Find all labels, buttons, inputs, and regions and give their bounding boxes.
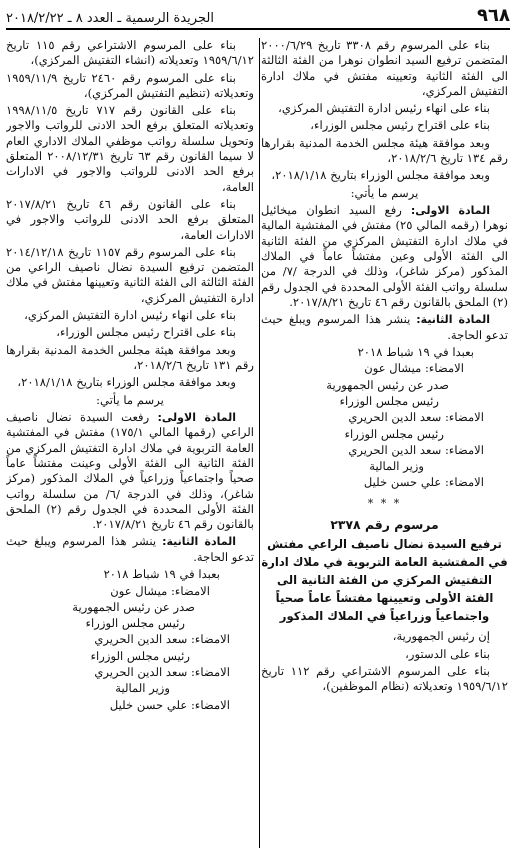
date-line: بعبدا في ١٩ شباط ٢٠١٨: [103, 567, 220, 582]
preamble-paragraph: بناء على انهاء رئيس ادارة التفتيش المركزي،: [278, 101, 490, 116]
signer-title: رئيس مجلس الوزراء: [90, 648, 190, 663]
decree-title: مرسوم رقم ٢٣٧٨: [330, 517, 439, 533]
preamble-paragraph: بناء على اقتراح رئيس مجلس الوزراء،: [310, 118, 490, 133]
signer-title: وزير المالية: [115, 681, 170, 696]
preamble-paragraph: بناء على اقتراح رئيس مجلس الوزراء،: [56, 325, 236, 340]
preamble-paragraph: بناء على المرسوم رقم ٣٣٠٨ تاريخ ٢٠٠٠/٦/٢٩ المتضمن ترفيع السيد انطوان نوهرا من الفئة الثالثة الى الفئة الثانية وتعيينه مفتش في ملاك ادارة التفتيش المركزي،: [261, 38, 508, 98]
signer-title: وزير المالية: [369, 459, 424, 474]
preamble-paragraph: بناء على المرسوم رقم ٢٤٦٠ تاريخ ١٩٥٩/١١/٩ وتعديلاته (تنظيم التفتيش المركزي)،: [6, 70, 254, 100]
page-number: ٩٦٨: [477, 5, 510, 26]
preamble-paragraph: بناء على القانون رقم ٤٦ تاريخ ٢٠١٧/٨/٢١ المتعلق برفع الحد الادنى للرواتب والاجور في الادارات العامة،: [6, 196, 254, 242]
article-label: المادة الثانية:: [162, 535, 236, 549]
signer-title: رئيس مجلس الوزراء: [344, 426, 444, 441]
signature-line: الامضاء: سعد الدين الحريري: [94, 632, 230, 647]
signature-line: الامضاء: سعد الدين الحريري: [94, 665, 230, 680]
signature-line: الامضاء: سعد الدين الحريري: [348, 442, 484, 457]
preamble-paragraph: بناء على المرسوم الاشتراعي رقم ١١٢ تاريخ ١٩٥٩/٦/١٢ وتعديلاته (نظام الموظفين)،: [261, 664, 508, 694]
article-one: [261, 203, 508, 310]
preamble-paragraph: بناء على المرسوم رقم ١١٥٧ تاريخ ٢٠١٤/١٢/١٨ المتضمن ترفيع السيدة نضال ناصيف الراعي من الفئة الثالثة الى الفئة الثانية وتعيينها مفتش في ملاك ادارة التفتيش المركزي،: [6, 244, 254, 305]
article-label: المادة الثانية:: [416, 313, 490, 327]
signer-title: رئيس مجلس الوزراء: [85, 616, 185, 631]
article-label: المادة الاولى:: [157, 410, 236, 424]
signature-line: الامضاء: ميشال عون: [110, 583, 210, 598]
page-header: [6, 4, 510, 30]
column-divider: [259, 38, 260, 848]
preamble-paragraph: وبعد موافقة هيئة مجلس الخدمة المدنية بقرارها رقم ١٣٤ تاريخ ٢٠١٨/٢/٦،: [261, 135, 508, 166]
preamble-paragraph: وبعد موافقة هيئة مجلس الخدمة المدنية بقرارها رقم ١٣١ تاريخ ٢٠١٨/٢/٦،: [6, 342, 254, 372]
preamble-paragraph: بناء على انهاء رئيس ادارة التفتيش المركزي،: [24, 308, 236, 323]
article-two: [6, 534, 254, 565]
decrees-line: يرسم ما يأتي:: [96, 392, 164, 407]
issued-by: صدر عن رئيس الجمهورية: [72, 599, 195, 614]
right-column: [261, 38, 508, 850]
section-separator: * * *: [367, 496, 402, 510]
decree-subtitle: ترفيع السيدة نضال ناصيف الراعي مفتش في المفتشية العامة التربوية في ملاك ادارة التفتيش المركزي من الفئة الثانية الى الفئة الأولى وتعيينها مفتشاً عاماً صحياً واجتماعياً وزراعياً في الملاك المذكور: [261, 536, 508, 623]
preamble-paragraph: إن رئيس الجمهورية،: [392, 629, 490, 644]
preamble-paragraph: بناء على الدستور،: [405, 646, 490, 661]
signature-line: الامضاء: ميشال عون: [364, 361, 464, 376]
article-text: ينشر هذا المرسوم ويبلغ حيث تدعو الحاجة.: [261, 312, 508, 342]
preamble-paragraph: وبعد موافقة مجلس الوزراء بتاريخ ٢٠١٨/١/١٨،: [17, 375, 236, 390]
signature-block: [261, 345, 484, 491]
gazette-title: الجريدة الرسمية ـ العدد ٨ ـ ٢٠١٨/٢/٢٢: [6, 11, 214, 26]
signature-block: [6, 567, 230, 713]
signer-title: رئيس مجلس الوزراء: [339, 393, 439, 408]
issued-by: صدر عن رئيس الجمهورية: [326, 377, 449, 392]
article-text: رفع السيد انطوان ميخائيل نوهرا (رقمه المالي ٢٥) مفتش في المفتشية المالية في ملاك ادارة التفتيش المركزي من الفئة الثانية الى الفئة الأولى وعين مفتشاً عاماً في الملاك المذكور (مركز شاغر)، وذلك في الدرجة /٧/ من سلسلة رواتب الفئة الأولى المحددة في الجدول رقم (٢) الملحق بالقانون رقم ٤٦ تاريخ ٢٠١٧/٨/٢١.: [261, 202, 508, 309]
preamble-paragraph: بناء على المرسوم الاشتراعي رقم ١١٥ تاريخ ١٩٥٩/٦/١٢ وتعديلاته (انشاء التفتيش المركزي)،: [6, 38, 254, 68]
date-line: بعبدا في ١٩ شباط ٢٠١٨: [357, 345, 474, 360]
left-column: [6, 38, 254, 850]
decrees-line: يرسم ما يأتي:: [350, 185, 419, 200]
article-one: [6, 410, 254, 533]
signature-line: الامضاء: علي حسن خليل: [109, 697, 230, 712]
signature-line: الامضاء: سعد الدين الحريري: [348, 410, 484, 425]
article-two: [261, 312, 508, 343]
preamble-paragraph: وبعد موافقة مجلس الوزراء بتاريخ ٢٠١٨/١/١٨،: [271, 168, 490, 183]
preamble-paragraph: بناء على القانون رقم ٧١٧ تاريخ ١٩٩٨/١١/٥ وتعديلاته المتعلق برفع الحد الادنى للرواتب والاجور وتحويل سلسلة رواتب موظفي الملاك الاداري العام لا سيما القانون رقم ٦٣ تاريخ ٢٠٠٨/١٢/٣١ المتعلق برفع الحد الادنى للرواتب والاجور في الادارات العامة،: [6, 103, 254, 194]
signature-line: الامضاء: علي حسن خليل: [363, 475, 484, 490]
article-text: ينشر هذا المرسوم ويبلغ حيث تدعو الحاجة.: [6, 534, 254, 564]
article-label: المادة الاولى:: [410, 203, 491, 217]
article-text: رفعت السيدة نضال ناصيف الراعي (رقمها المالي ١٧٥/١) مفتش في المفتشية العامة التربوية في ملاك ادارة التفتيش المركزي من الفئة الثانية الى الفئة الأولى وعينت مفتشاً عاماً صحياً واجتماعياً وزراعياً في الملاك المذكور (مركز شاغر)، وذلك في الدرجة /٦/ من سلسلة رواتب الفئة الأولى المحددة في الجدول رقم (٢) الملحق بالقانون رقم ٤٦ تاريخ ٢٠١٧/٨/٢١.: [6, 409, 254, 532]
